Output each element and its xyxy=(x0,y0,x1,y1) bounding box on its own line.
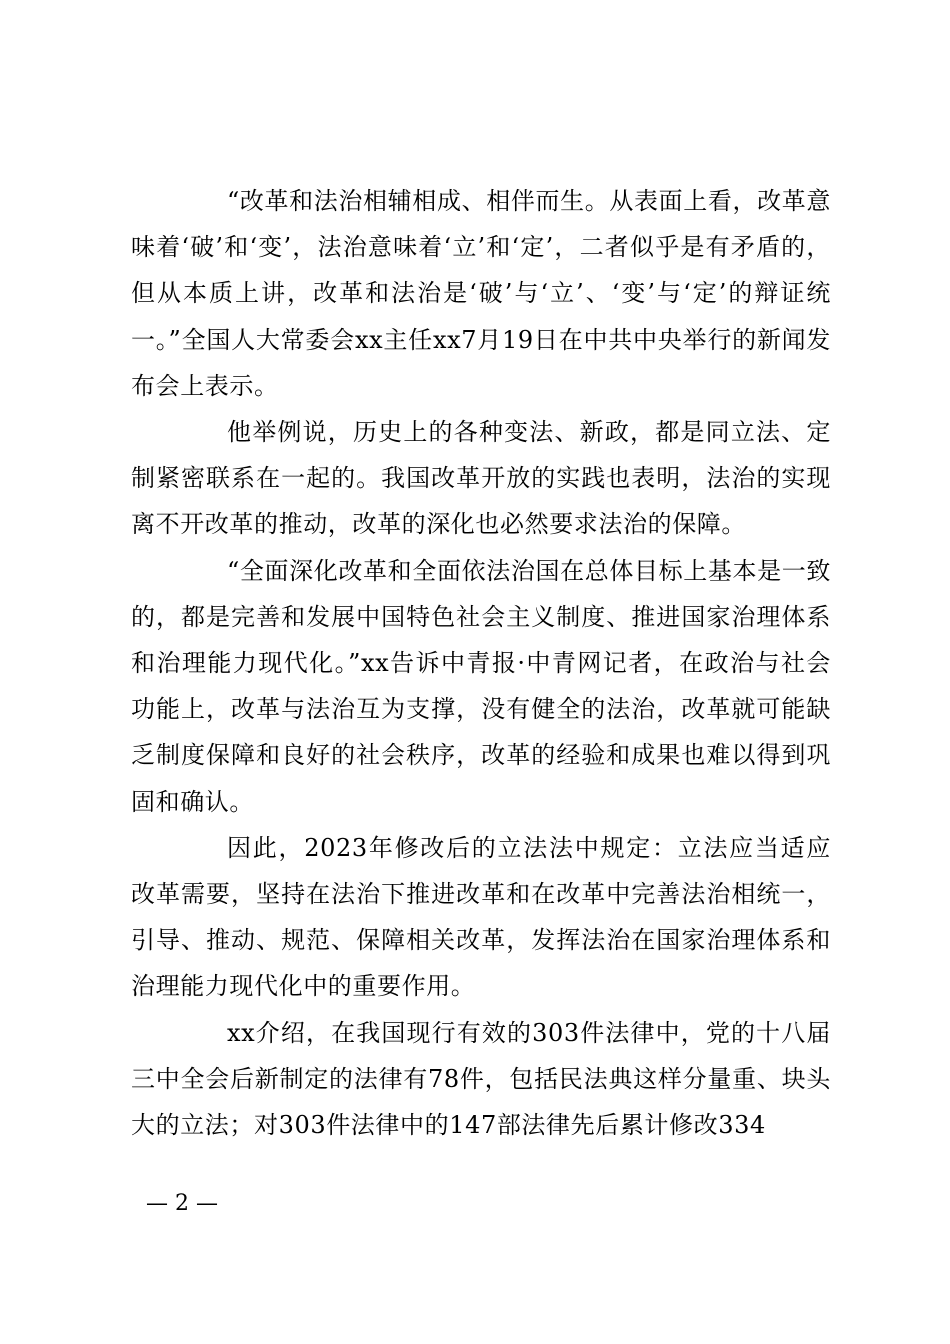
paragraph-1: “改革和法治相辅相成、相伴而生。从表面上看，改革意味着‘破’和‘变’，法治意味着‘立’和‘定’，二者似乎是有矛盾的，但从本质上讲，改革和法治是‘破’与‘立’、‘变’与‘定’的辩证统一。”全国人大常委会xx主任xx7月19日在中共中央举行的新闻发布会上表示。 xyxy=(131,187,831,400)
paragraph-5: xx介绍，在我国现行有效的303件法律中，党的十八届三中全会后新制定的法律有78件，包括民法典这样分量重、块头大的立法；对303件法律中的147部法律先后累计修改334 xyxy=(131,1018,831,1140)
body-text xyxy=(131,178,831,1148)
page-number: — 2 — xyxy=(146,1191,218,1216)
paragraph-2: 他举例说，历史上的各种变法、新政，都是同立法、定制紧密联系在一起的。我国改革开放的实践也表明，法治的实现离不开改革的推动，改革的深化也必然要求法治的保障。 xyxy=(131,418,831,539)
paragraph-4: 因此，2023年修改后的立法法中规定：立法应当适应改革需要，坚持在法治下推进改革和在改革中完善法治相统一，引导、推动、规范、保障相关改革，发挥法治在国家治理体系和治理能力现代化中的重要作用。 xyxy=(131,833,831,1001)
paragraph-3: “全面深化改革和全面依法治国在总体目标上基本是一致的，都是完善和发展中国特色社会主义制度、推进国家治理体系和治理能力现代化。”xx告诉中青报·中青网记者，在政治与社会功能上，改革与法治互为支撑，没有健全的法治，改革就可能缺乏制度保障和良好的社会秩序，改革的经验和成果也难以得到巩固和确认。 xyxy=(131,556,831,816)
